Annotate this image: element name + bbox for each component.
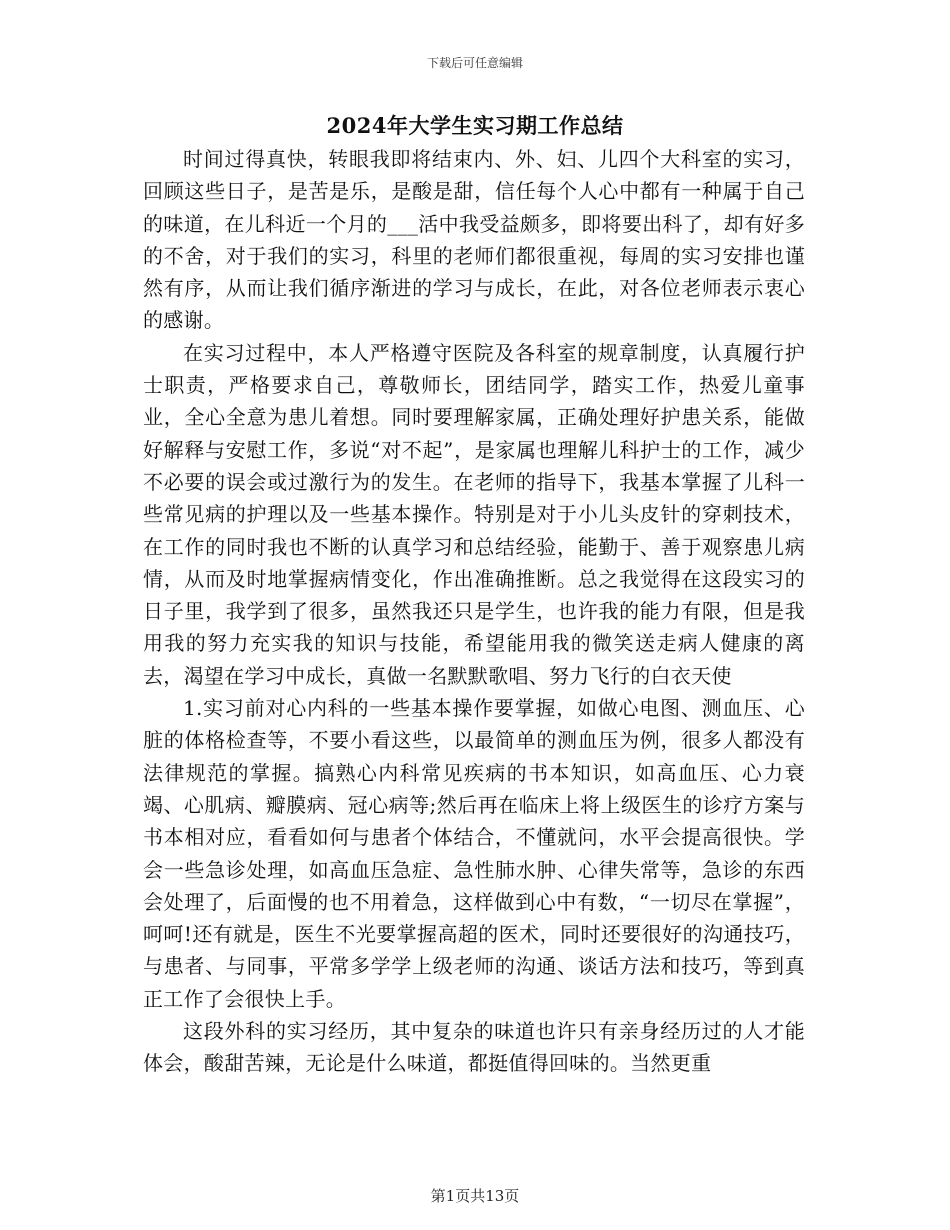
paragraph: 在实习过程中，本人严格遵守医院及各科室的规章制度，认真履行护士职责，严格要求自己，尊敬师长，团结同学，踏实工作，热爱儿童事业，全心全意为患儿着想。同时要理解家属，正确处理好护患关系，能做好解释与安慰工作，多说“对不起”，是家属也理解儿科护士的工作，减少不必要的误会或过激行为的发生。在老师的指导下，我基本掌握了儿科一些常见病的护理以及一些基本操作。特别是对于小儿头皮针的穿刺技术，在工作的同时我也不断的认真学习和总结经验，能勤于、善于观察患儿病情，从而及时地掌握病情变化，作出准确推断。总之我觉得在这段实习的日子里，我学到了很多，虽然我还只是学生，也许我的能力有限，但是我用我的努力充实我的知识与技能，希望能用我的微笑送走病人健康的离去，渴望在学习中成长，真做一名默默歌唱、努力飞行的白衣天使 bbox=[143, 340, 805, 688]
paragraph: 时间过得真快，转眼我即将结束内、外、妇、儿四个大科室的实习，回顾这些日子，是苦是乐，是酸是甜，信任每个人心中都有一种属于自己的味道，在儿科近一个月的___活中我受益颇多，即将要出科了，却有好多的不舍，对于我们的实习，科里的老师们都很重视，每周的实习安排也谨然有序，从而让我们循序渐进的学习与成长，在此，对各位老师表示衷心的感谢。 bbox=[143, 147, 805, 333]
document-title: 2024年大学生实习期工作总结 bbox=[326, 113, 624, 138]
header-note: 下载后可任意编辑 bbox=[426, 56, 523, 70]
paragraph: 这段外科的实习经历，其中复杂的味道也许只有亲身经历过的人才能体会，酸甜苦辣，无论是什么味道，都挺值得回味的。当然更重 bbox=[143, 1019, 805, 1076]
paragraph: 1.实习前对心内科的一些基本操作要掌握，如做心电图、测血压、心脏的体格检查等，不要小看这些，以最简单的测血压为例，很多人都没有法律规范的掌握。搞熟心内科常见疾病的书本知识，如高血压、心力衰竭、心肌病、瓣膜病、冠心病等;然后再在临床上将上级医生的诊疗方案与书本相对应，看看如何与患者个体结合，不懂就问，水平会提高很快。学会一些急诊处理，如高血压急症、急性肺水肿、心律失常等，急诊的东西会处理了，后面慢的也不用着急，这样做到心中有数，“一切尽在掌握”，呵呵!还有就是，医生不光要掌握高超的医术，同时还要很好的沟通技巧，与患者、与同事，平常多学学上级老师的沟通、谈话方法和技巧，等到真正工作了会很快上手。 bbox=[143, 696, 805, 1011]
document-body bbox=[143, 143, 805, 1080]
page-number: 第1页共13页 bbox=[430, 1187, 520, 1205]
